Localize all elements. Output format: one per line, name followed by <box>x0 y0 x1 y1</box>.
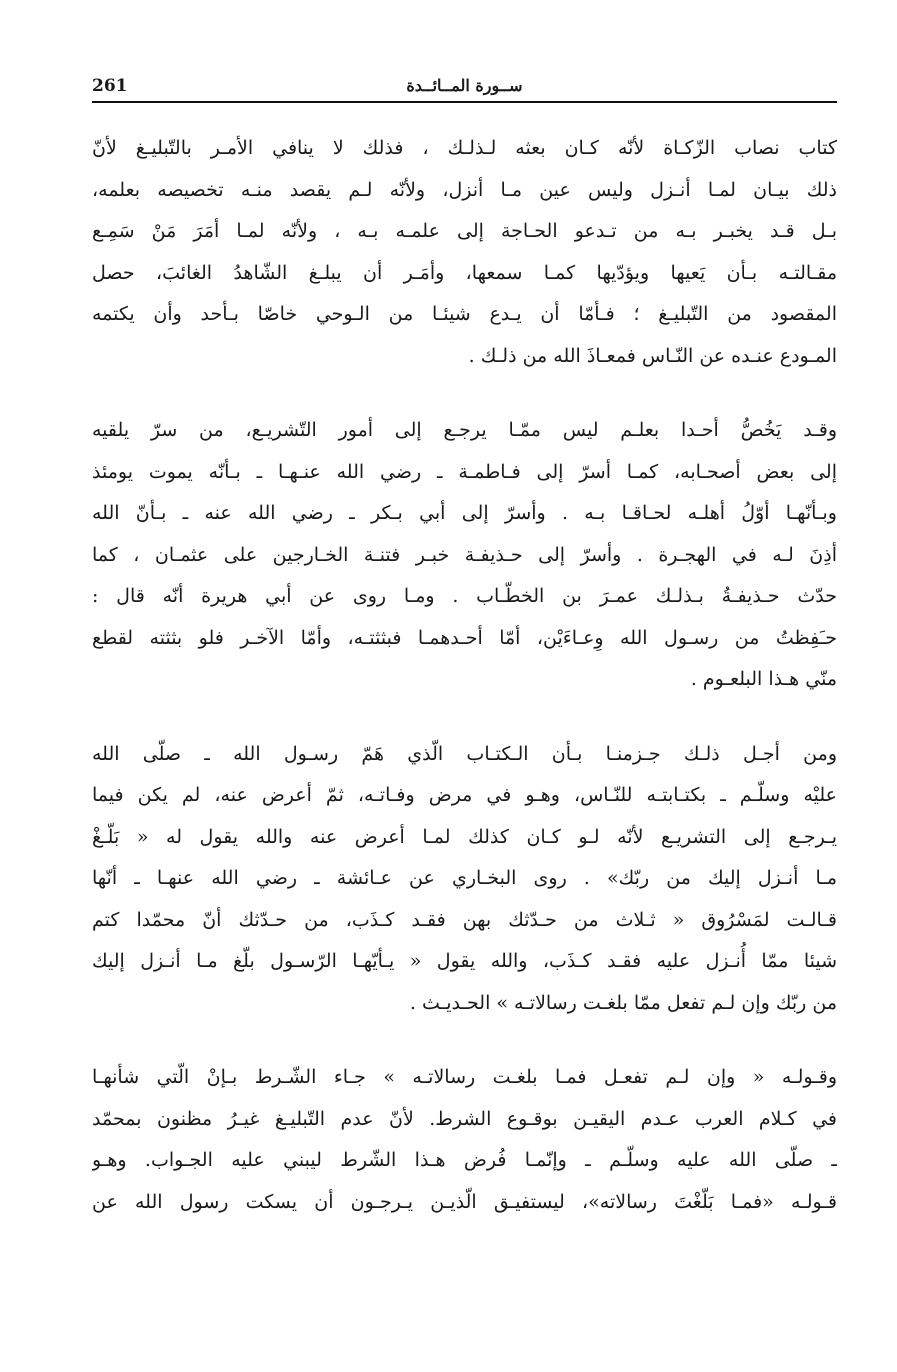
surah-title: ســورة المــائــدة <box>406 76 523 95</box>
body-text <box>92 128 837 1223</box>
text-line: وقـد يَخُصُّ أحـدا بعلـم ليس ممّـا يرجـع إلى أمور التّشريـع، من سرّ يلقيه <box>92 419 837 441</box>
text-line: قـولـه «فمـا بَلّغْتَ رسالاته»، ليستفيـق الّذيـن يـرجـون أن يسكت رسول الله عن <box>92 1190 837 1213</box>
text-line: عليْه وسلّـم ـ بكتـابتـه للنّـاس، وهـو في مرض وفـاتـه، ثمّ أعرض عنه، لم يكن فيما <box>92 784 837 806</box>
text-line: وبـأنّهـا أوّلُ أهلـه لحـاقـا بـه . وأسرّ إلى أبي بـكر ـ رضي الله عنه ـ بـأنّ الله <box>92 502 837 524</box>
header-rule <box>92 101 837 103</box>
text-line: قـالـت لمَسْرُوق « ثـلاث من حـدّثك بهن فقـد كـذَب، من حـدّثك أنّ محمّدا كتم <box>92 908 837 931</box>
text-line: حدّث حـذيفـةُ بـذلـك عمـرَ بن الخطّـاب . ومـا روى عن أبي هريرة أنّه قال : <box>92 585 837 607</box>
text-line: ومن أجـل ذلـك جـزمنـا بـأن الـكتـاب الّذي هَمّ رسـول الله ـ صلّى الله <box>92 742 837 765</box>
text-line: إلى بعض أصحـابه، كمـا أسرّ إلى فـاطمـة ـ رضي الله عنـهـا ـ بـأنّه يموت يومئذ <box>92 460 837 483</box>
text-line: منّي هـذا البلعـوم . <box>690 668 837 690</box>
text-line: حـَفِظتُ من رسـول الله وِعـاءَيْن، أمّا أحـدهمـا فبثثتـه، وأمّا الآخـر فلو بثثته لقطع <box>92 626 837 649</box>
text-line: أذِنَ لـه في الهجـرة . وأسرّ إلى حـذيفـة خبـر فتنـة الخـارجين على عثمـان ، كما <box>92 543 837 566</box>
text-line: المـودع عنـده عن النّـاس فمعـاذَ الله من ذلـك . <box>468 344 837 367</box>
text-line: من ربّك وإن لـم تفعل ممّا بلغـت رسالاتـه » الحـديـث . <box>409 991 837 1014</box>
page-header <box>92 72 837 102</box>
text-line: كتاب نصاب الزّكـاة لأنّه كـان بعثه لـذلـك ، فذلك لا ينافي الأمـر بالتّبليـغ لأنّ <box>92 137 837 159</box>
paragraph-1 <box>92 128 837 377</box>
page-number: 261 <box>92 76 128 96</box>
paragraph-2 <box>92 410 837 701</box>
text-line: في كـلام العرب عـدم اليقيـن بوقـوع الشرط. لأنّ عدم التّبليـغ غيـرُ مظنون بمحمّد <box>92 1107 837 1130</box>
text-line: ـ صلّى الله عليه وسلّـم ـ وإنّمـا فُرض هـذا الشّرط ليبني عليه الجـواب. وهـو <box>92 1149 837 1171</box>
text-line: ذلك بيـان لمـا أنـزل وليس عين مـا أنزل، ولأنّه لـم يقصد منـه تخصيصه بعلمه، <box>92 178 837 201</box>
text-line: شيئا ممّا أُنـزل عليه فقـد كـذَب، والله يقول « يـأيّهـا الرّسـول بلّغ مـا أنـزل إليك <box>92 950 837 972</box>
text-line: بـل قـد يخبـر بـه من تـدعو الحـاجة إلى علمـه بـه ، ولأنّه لمـا أمَرَ مَنْ سَمِـع <box>92 220 837 242</box>
text-line: المقصود من التّبليـغ ؛ فـأمّا أن يـدع شيئـا من الـوحي خاصّا بـأحد وأن يكتمه <box>92 303 837 325</box>
text-line: يـرجـع إلى التشريـع لأنّه لـو كـان كذلك لمـا أعرض عنه والله يقول له « بَلّـغْ <box>92 825 837 848</box>
text-line: وقـولـه « وإن لـم تفعـل فمـا بلغـت رسالاتـه » جـاء الشّـرط بـإنْ الّتي شأنهـا <box>92 1066 837 1088</box>
text-line: مـا أنـزل إليك من ربّك» . روى البخـاري عن عـائشة ـ رضي الله عنهـا ـ أنّها <box>92 867 837 889</box>
text-line: مقـالتـه بـأن يَعيها ويؤدّيها كمـا سمعها، وأمَـر أن يبلـغ الشّاهدُ الغائبَ، حصل <box>92 261 837 284</box>
paragraph-4 <box>92 1057 837 1223</box>
paragraph-3 <box>92 734 837 1025</box>
